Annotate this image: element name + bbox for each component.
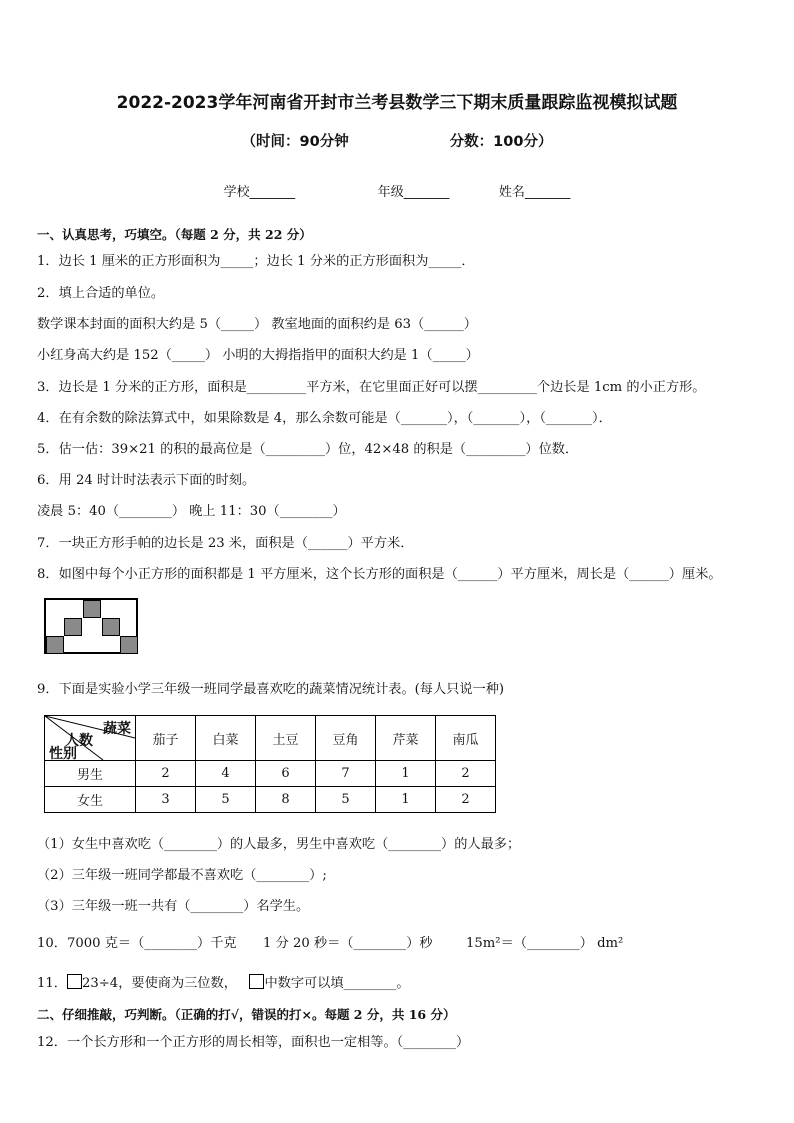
table-cell: 6 [256, 761, 316, 787]
question-2a: 数学课本封面的面积大约是 5（_____） 教室地面的面积约是 63（______） [37, 317, 477, 332]
question-9-part-3: （3）三年级一班一共有（________）名学生。 [37, 899, 310, 914]
table-header: 白菜 [196, 716, 256, 761]
grid-square [64, 618, 82, 636]
table-cell: 2 [436, 761, 496, 787]
section-2-heading: 二、仔细推敲，巧判断。（正确的打√，错误的打×。每题 2 分，共 16 分） [37, 1007, 456, 1022]
table-cell: 2 [436, 787, 496, 813]
table-cell: 3 [136, 787, 196, 813]
table-header: 土豆 [256, 716, 316, 761]
question-1: 1．边长 1 厘米的正方形面积为_____；边长 1 分米的正方形面积为_____． [37, 254, 475, 269]
table-cell: 7 [316, 761, 376, 787]
corner-label-vegetable: 蔬菜 [103, 721, 131, 737]
question-2: 2．填上合适的单位。 [37, 286, 165, 301]
blank-box [249, 974, 264, 989]
table-cell: 4 [196, 761, 256, 787]
question-2b: 小红身高大约是 152（_____） 小明的大拇指指甲的面积大约是 1（_____） [37, 348, 479, 363]
question-11-number: 11． [37, 976, 67, 991]
table-corner-cell [45, 716, 136, 761]
exam-time-score: （时间：90分钟 分数：100分） [241, 134, 553, 150]
question-11-answer: 中数字可以填________。 [264, 976, 410, 991]
question-4: 4．在有余数的除法算式中，如果除数是 4，那么余数可能是（_______），（_______），（_______）． [37, 411, 612, 426]
table-cell: 1 [376, 787, 436, 813]
question-10-mass: 10．7000 克＝（________）千克 [37, 936, 237, 951]
question-11-text: 23÷4，要使商为三位数， [81, 976, 237, 991]
page-title: 2022-2023学年河南省开封市兰考县数学三下期末质量跟踪监视模拟试题 [116, 93, 678, 113]
question-3: 3．边长是 1 分米的正方形，面积是_________平方米，在它里面正好可以摆_________个边长是 1cm 的小正方形。 [37, 380, 706, 395]
corner-label-gender: 性别 [49, 746, 77, 762]
corner-label-count: 人数 [65, 733, 93, 749]
question-9-part-1: （1）女生中喜欢吃（________）的人最多，男生中喜欢吃（________）的人最多； [37, 837, 521, 852]
blank-box [67, 974, 82, 989]
question-5: 5．估一估：39×21 的积的最高位是（_________）位，42×48 的积是（_________）位数． [37, 442, 579, 457]
table-header: 芹菜 [376, 716, 436, 761]
table-cell: 8 [256, 787, 316, 813]
rectangle-grid-figure [44, 598, 138, 654]
row-label: 男生 [45, 761, 136, 787]
table-header: 南瓜 [436, 716, 496, 761]
question-10-area: 15m²＝（________） dm² [466, 936, 624, 951]
table-row [45, 761, 496, 787]
grid-square [83, 600, 101, 618]
vegetable-stats-table [44, 715, 496, 813]
grid-square [120, 636, 138, 654]
table-cell: 1 [376, 761, 436, 787]
table-cell: 5 [196, 787, 256, 813]
table-header: 茄子 [136, 716, 196, 761]
student-info: 学校_______ 年级_______ 姓名_______ [223, 185, 571, 200]
section-1-heading: 一、认真思考，巧填空。（每题 2 分，共 22 分） [37, 227, 312, 242]
table-header: 豆角 [316, 716, 376, 761]
question-10-time: 1 分 20 秒＝（________）秒 [263, 936, 433, 951]
question-9-part-2: （2）三年级一班同学都最不喜欢吃（________）; [37, 868, 327, 883]
row-label: 女生 [45, 787, 136, 813]
question-7: 7．一块正方形手帕的边长是 23 米，面积是（______）平方米． [37, 536, 414, 551]
question-6a: 凌晨 5：40（________） 晚上 11：30（________） [37, 504, 346, 519]
question-6: 6．用 24 时计时法表示下面的时刻。 [37, 473, 256, 488]
grid-square [102, 618, 120, 636]
grid-square [46, 636, 64, 654]
table-cell: 2 [136, 761, 196, 787]
question-8: 8．如图中每个小正方形的面积都是 1 平方厘米，这个长方形的面积是（______）平方厘米，周长是（______）厘米。 [37, 567, 722, 582]
question-9: 9．下面是实验小学三年级一班同学最喜欢吃的蔬菜情况统计表。(每人只说一种) [37, 682, 505, 697]
question-12: 12．一个长方形和一个正方形的周长相等，面积也一定相等。（________） [37, 1035, 470, 1050]
table-cell: 5 [316, 787, 376, 813]
question-11 [37, 972, 410, 991]
table-row [45, 787, 496, 813]
